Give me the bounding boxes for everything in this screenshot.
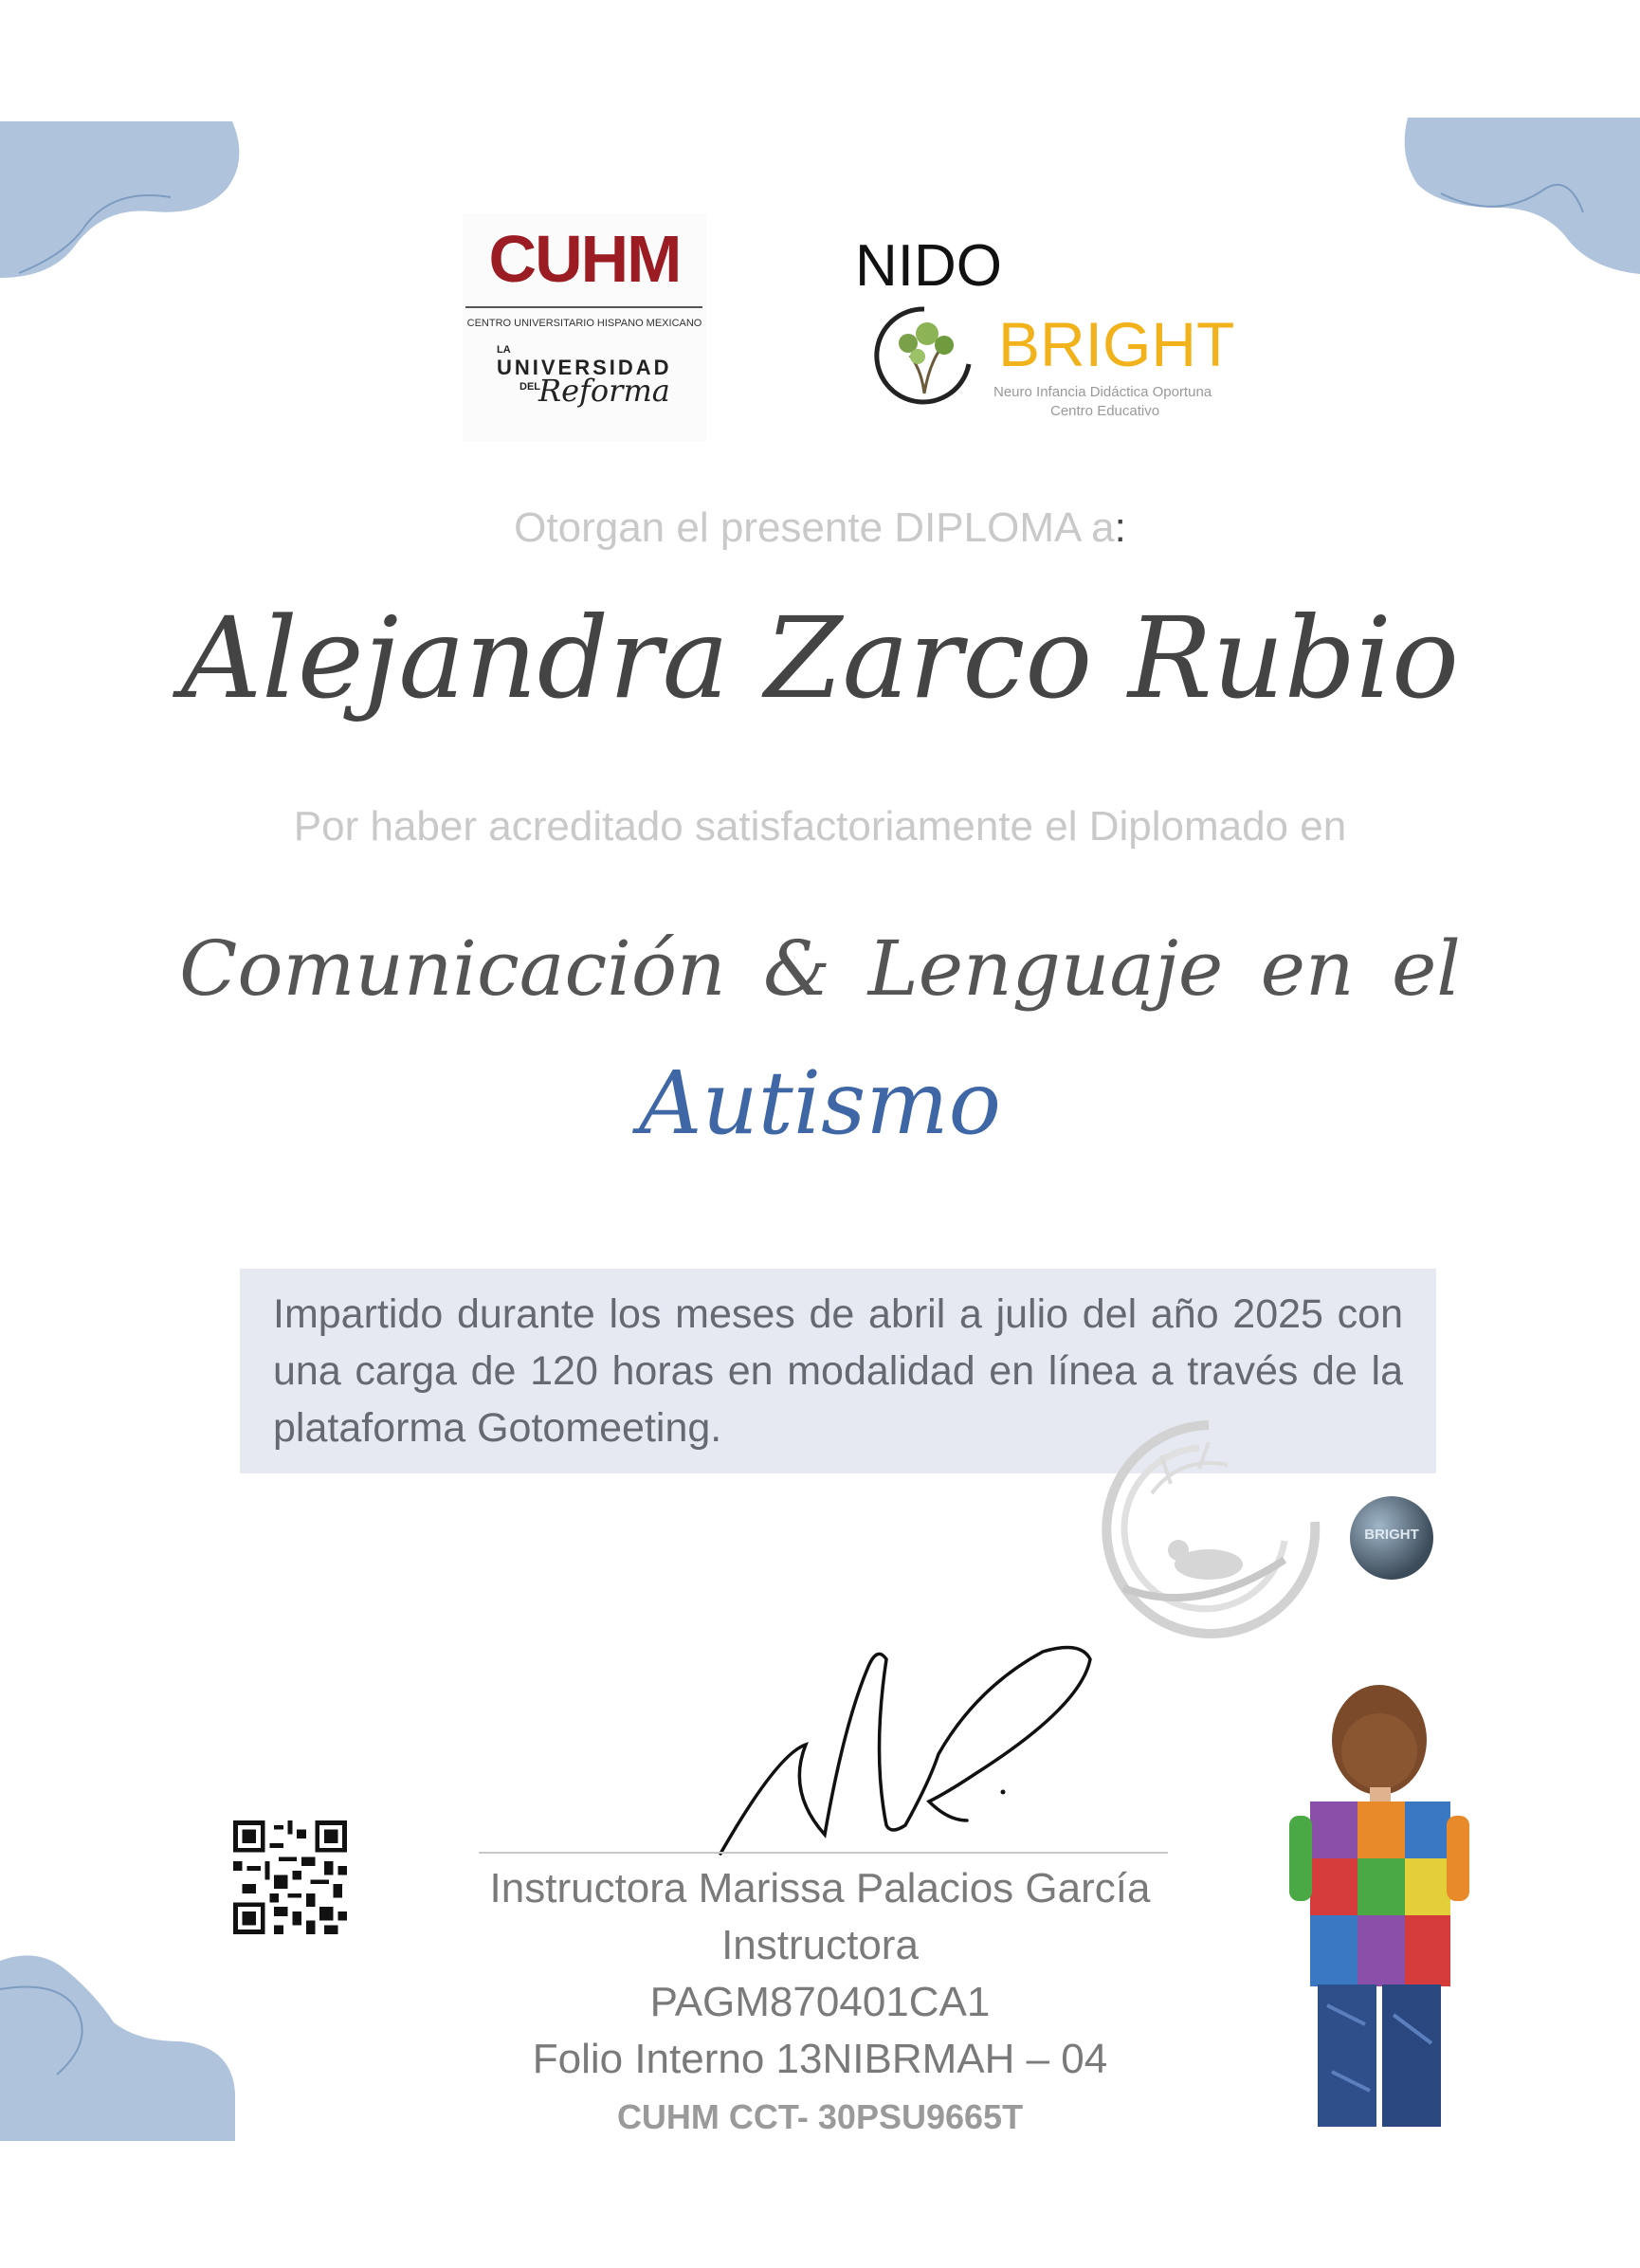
hologram-seal bbox=[1350, 1496, 1433, 1580]
cct-code: CUHM CCT- 30PSU9665T bbox=[616, 2097, 1024, 2136]
cuhm-logo bbox=[463, 213, 706, 441]
diploma-reason: Por haber acreditado satisfactoriamente el Diplomado en bbox=[293, 803, 1347, 850]
bird-emblem-watermark bbox=[1066, 1399, 1332, 1645]
folio-number: Folio Interno 13NIBRMAH – 04 bbox=[532, 2036, 1108, 2082]
tree-circle-icon bbox=[872, 303, 976, 408]
cuhm-logo-la: LA bbox=[497, 344, 511, 356]
diploma-intro-colon: : bbox=[1114, 504, 1126, 551]
corner-blob-top-left bbox=[0, 121, 246, 283]
cuhm-logo-del: DEL bbox=[519, 381, 540, 393]
course-title-line1: Comunicación & Lenguaje en el bbox=[179, 924, 1461, 1013]
signature-line bbox=[479, 1852, 1168, 1854]
cuhm-logo-reforma: Reforma bbox=[538, 373, 670, 409]
instructor-name: Instructora Marissa Palacios García bbox=[489, 1865, 1151, 1911]
instructor-signature bbox=[664, 1631, 1119, 1868]
instructor-role: Instructora bbox=[721, 1922, 919, 1968]
cuhm-logo-subtitle: CENTRO UNIVERSITARIO HISPANO MEXICANO bbox=[466, 318, 702, 329]
cuhm-logo-rule bbox=[465, 306, 702, 308]
nido-logo-tagline2: Centro Educativo bbox=[1050, 403, 1160, 419]
cuhm-logo-wordmark: CUHM bbox=[488, 222, 681, 296]
course-title-line2: Autismo bbox=[639, 1052, 1001, 1154]
instructor-id-code: PAGM870401CA1 bbox=[649, 1979, 991, 2025]
recipient-name: Alejandra Zarco Rubio bbox=[180, 593, 1460, 723]
cuhm-logo-universidad: UNIVERSIDAD bbox=[497, 356, 672, 379]
diploma-intro-text: Otorgan el presente DIPLOMA a bbox=[514, 504, 1115, 551]
nido-logo-text: NIDO bbox=[855, 233, 1002, 299]
hologram-seal-text: BRIGHT bbox=[1364, 1527, 1419, 1543]
course-details-text: Impartido durante los meses de abril a julio del año 2025 con una carga de 120 horas en modalidad en línea a través de la plataforma Gotomeeting. bbox=[273, 1291, 1403, 1451]
nido-bright-logo bbox=[844, 232, 1242, 427]
bright-logo-text: BRIGHT bbox=[998, 309, 1235, 379]
corner-blob-bottom-left bbox=[0, 1951, 237, 2141]
qr-code bbox=[233, 1820, 347, 1934]
child-puzzle-shirt-illustration bbox=[1289, 1683, 1469, 2129]
corner-blob-top-right bbox=[1403, 118, 1640, 274]
nido-logo-tagline: Neuro Infancia Didáctica Oportuna bbox=[993, 384, 1212, 400]
diploma-intro bbox=[0, 504, 1640, 552]
